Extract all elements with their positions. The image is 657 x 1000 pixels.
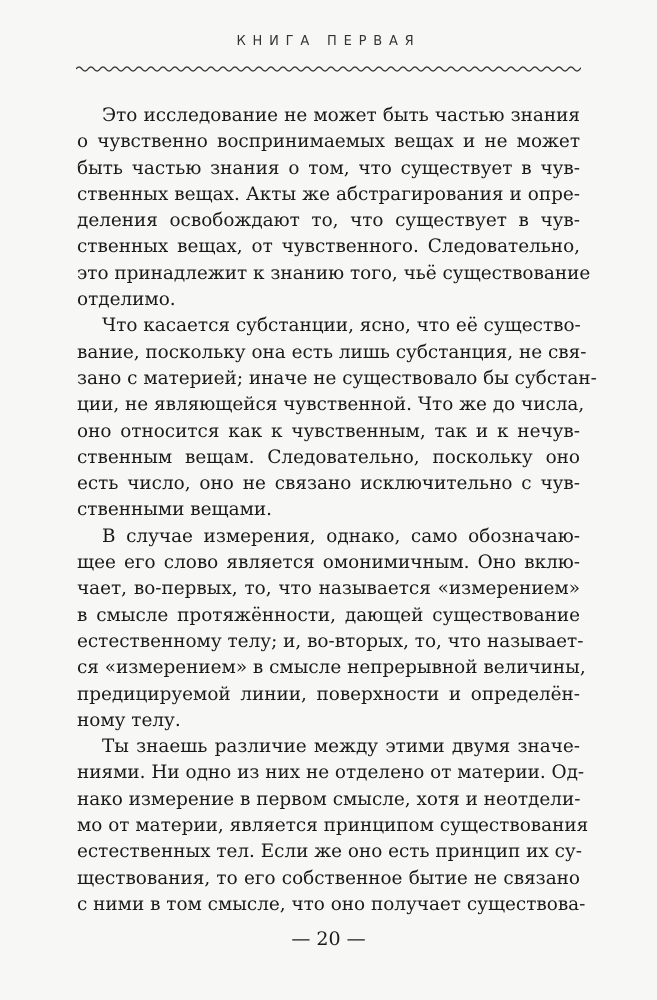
page-number: — 20 — <box>291 928 366 950</box>
paragraph-line: нако измерение в первом смысле, хотя и неотдели- <box>77 788 581 810</box>
paragraph-line: есть число, оно не связано исключительно с чув- <box>77 473 580 495</box>
paragraph-line: о чувственно воспринимаемых вещах и не может <box>77 131 580 153</box>
paragraph-line: чает, во-первых, то, что называется «измерением» <box>77 578 580 600</box>
paragraph-line: ному телу. <box>77 709 181 731</box>
body-text <box>77 103 597 918</box>
paragraph-line: мо от материи, является принципом существования <box>77 815 589 837</box>
running-header: КНИГА ПЕРВАЯ <box>236 34 421 49</box>
paragraph-line: ственных вещах, от чувственного. Следовательно, <box>77 236 580 258</box>
paragraph-line: отделимо. <box>77 289 176 311</box>
paragraph-first-line: Ты знаешь различие между этими двумя значе- <box>102 736 580 758</box>
paragraph-line: ществования, то его собственное бытие не связано <box>77 867 580 889</box>
paragraph-line: оно относится как к чувственным, так и к нечув- <box>77 420 580 442</box>
paragraph-line: ции, не являющейся чувственной. Что же до числа, <box>77 394 585 416</box>
paragraph-first-line: Это исследование не может быть частью знания <box>102 105 580 126</box>
paragraph-line: это принадлежит к знанию того, чьё существование <box>77 262 591 284</box>
paragraph-line: ственных вещах. Акты же абстрагирования и опре- <box>77 183 580 205</box>
paragraph-line: ниями. Ни одно из них не отделено от материи. Од- <box>77 762 585 784</box>
paragraph-line: ся «измерением» в смысле непрерывной величины, <box>77 657 586 679</box>
paragraph-line: естественному телу; и, во-вторых, то, что называет- <box>77 630 584 652</box>
paragraph-line: щее его слово является омонимичным. Оно вклю- <box>77 552 580 574</box>
paragraph-line: ственными вещами. <box>77 499 272 521</box>
paragraph-line: вание, поскольку она есть лишь субстанция, не свя- <box>77 341 587 363</box>
paragraph-line: с ними в том смысле, что оно получает существова- <box>77 893 586 915</box>
paragraph-line: предицируемой линии, поверхности и определён- <box>77 683 580 705</box>
paragraph-line: в смысле протяжённости, дающей существование <box>77 604 580 626</box>
wavy-divider <box>76 64 581 74</box>
paragraph-first-line: Что касается субстанции, ясно, что её существо- <box>102 315 581 337</box>
paragraph-first-line: В случае измерения, однако, само обозначаю- <box>102 525 580 547</box>
paragraph-line: ственным вещам. Следовательно, поскольку оно <box>77 446 580 468</box>
paragraph-line: деления освобождают то, что существует в чув- <box>77 210 580 232</box>
paragraph-line: естественных тел. Если же оно есть принцип их су- <box>77 841 582 863</box>
paragraph-line: быть частью знания о том, что существует в чув- <box>77 157 580 179</box>
paragraph-line: зано с материей; иначе не существовало бы субстан- <box>77 367 597 389</box>
